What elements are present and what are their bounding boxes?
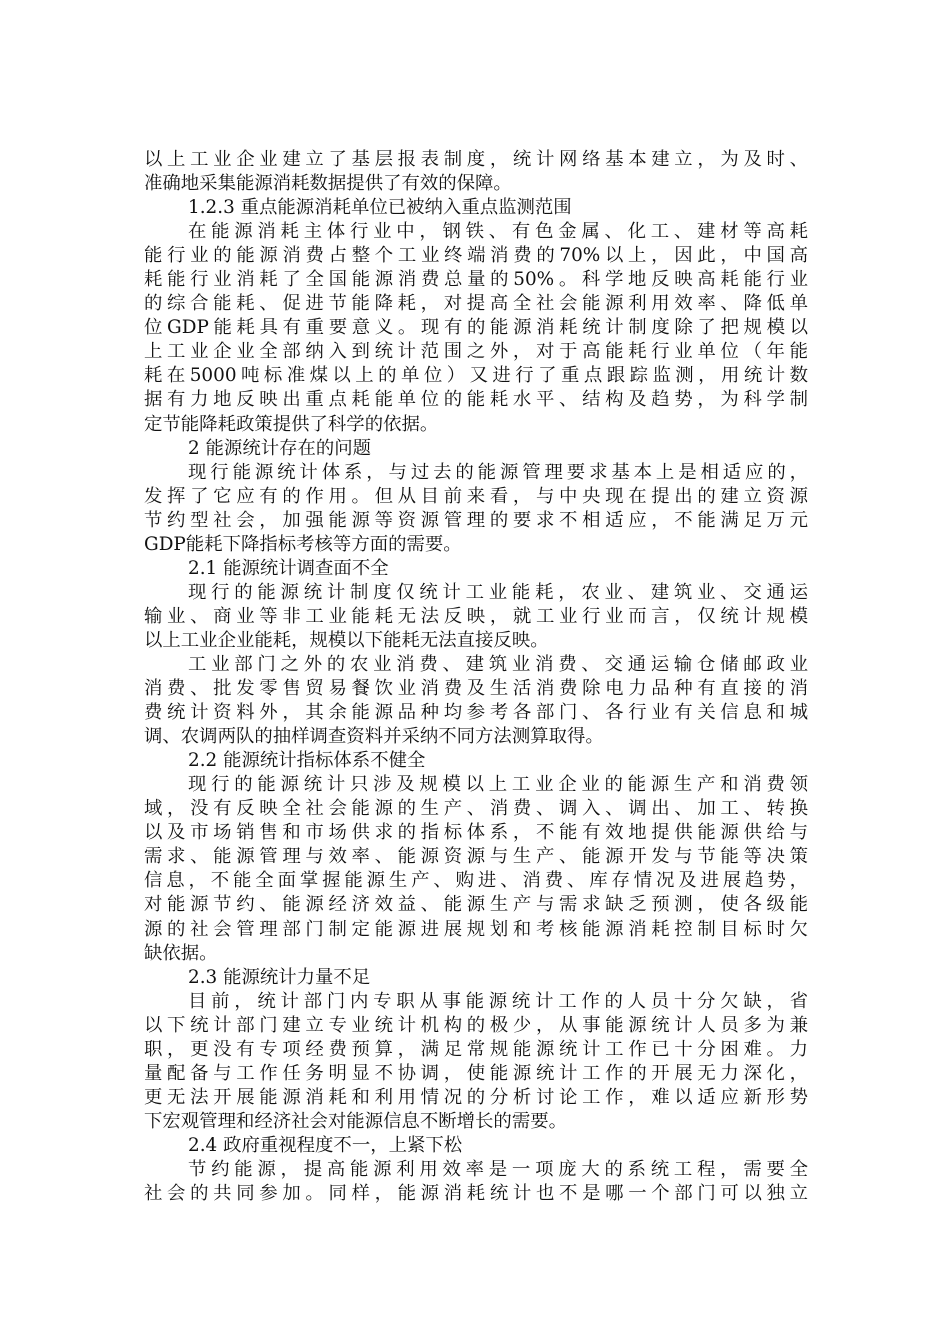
text-line: 消费、批发零售贸易餐饮业消费及生活消费除电力品种有直接的消	[144, 678, 808, 700]
text-line: 信息，不能全面掌握能源生产、购进、消费、库存情况及进展趋势，	[144, 870, 808, 892]
text-line: 耗能行业消耗了全国能源消费总量的50%。科学地反映高耗能行业	[144, 269, 808, 291]
text-line: 耗在5000吨标准煤以上的单位）又进行了重点跟踪监测，用统计数	[144, 365, 808, 387]
text-line: 上工业企业全部纳入到统计范围之外，对于高能耗行业单位（年能	[144, 341, 808, 363]
text-line: GDP能耗下降指标考核等方面的需要。	[144, 533, 462, 555]
text-line: 据有力地反映出重点耗能单位的能耗水平、结构及趋势，为科学制	[144, 389, 808, 411]
text-line: 费统计资料外，其余能源品种均参考各部门、各行业有关信息和城	[144, 702, 808, 724]
text-line: 需求、能源管理与效率、能源资源与生产、能源开发与节能等决策	[144, 846, 808, 868]
text-line: 发挥了它应有的作用。但从目前来看，与中央现在提出的建立资源	[144, 485, 808, 507]
text-line: 现行能源统计体系，与过去的能源管理要求基本上是相适应的，	[188, 461, 808, 483]
text-line: 定节能降耗政策提供了科学的依据。	[144, 413, 439, 435]
text-line: 职，更没有专项经费预算，满足常规能源统计工作已十分困难。力	[144, 1038, 808, 1060]
text-line: 现行的能源统计只涉及规模以上工业企业的能源生产和消费领	[188, 774, 808, 796]
text-line: 域，没有反映全社会能源的生产、消费、调入、调出、加工、转换	[144, 798, 808, 820]
text-line: 现行的能源统计制度仅统计工业能耗，农业、建筑业、交通运	[188, 581, 808, 603]
text-line: 位GDP能耗具有重要意义。现有的能源消耗统计制度除了把规模以	[144, 317, 808, 339]
text-line: 节约能源，提高能源利用效率是一项庞大的系统工程，需要全	[188, 1158, 808, 1180]
text-line: 1.2.3 重点能源消耗单位已被纳入重点监测范围	[188, 197, 572, 219]
text-line: 更无法开展能源消耗和利用情况的分析讨论工作，难以适应新形势	[144, 1086, 808, 1108]
text-line: 在能源消耗主体行业中，钢铁、有色金属、化工、建材等高耗	[188, 221, 808, 243]
document-body	[144, 148, 808, 1206]
text-line: 2.4 政府重视程度不一，上紧下松	[188, 1134, 463, 1156]
text-line: 的综合能耗、促进节能降耗，对提高全社会能源利用效率、降低单	[144, 293, 808, 315]
text-line: 2.2 能源统计指标体系不健全	[188, 750, 426, 772]
text-line: 源的社会管理部门制定能源进展规划和考核能源消耗控制目标时欠	[144, 918, 808, 940]
text-line: 以下统计部门建立专业统计机构的极少，从事能源统计人员多为兼	[144, 1014, 808, 1036]
text-line: 调、农调两队的抽样调查资料并采纳不同方法测算取得。	[144, 726, 604, 748]
text-line: 以上工业企业建立了基层报表制度，统计网络基本建立，为及时、	[144, 149, 808, 170]
text-line: 对能源节约、能源经济效益、能源生产与需求缺乏预测，使各级能	[144, 894, 808, 916]
text-line: 节约型社会，加强能源等资源管理的要求不相适应，不能满足万元	[144, 509, 808, 531]
text-line: 2.3 能源统计力量不足	[188, 966, 371, 988]
text-line: 以上工业企业能耗，规模以下能耗无法直接反映。	[144, 629, 549, 651]
text-line: 工业部门之外的农业消费、建筑业消费、交通运输仓储邮政业	[188, 653, 808, 675]
text-line: 量配备与工作任务明显不协调，使能源统计工作的开展无力深化，	[144, 1062, 808, 1084]
text-line: 准确地采集能源消耗数据提供了有效的保障。	[144, 173, 512, 195]
text-line: 缺依据。	[144, 942, 218, 964]
text-line: 2 能源统计存在的问题	[188, 437, 372, 459]
text-line: 能行业的能源消费占整个工业终端消费的70%以上，因此，中国高	[144, 245, 808, 267]
text-line: 社会的共同参加。同样，能源消耗统计也不是哪一个部门可以独立	[144, 1183, 808, 1205]
text-line: 目前，统计部门内专职从事能源统计工作的人员十分欠缺，省	[188, 990, 808, 1012]
text-line: 2.1 能源统计调查面不全	[188, 557, 389, 579]
text-line: 以及市场销售和市场供求的指标体系，不能有效地提供能源供给与	[144, 822, 808, 844]
text-line: 输业、商业等非工业能耗无法反映，就工业行业而言，仅统计规模	[144, 605, 808, 627]
text-line: 下宏观管理和经济社会对能源信息不断增长的需要。	[144, 1110, 567, 1132]
